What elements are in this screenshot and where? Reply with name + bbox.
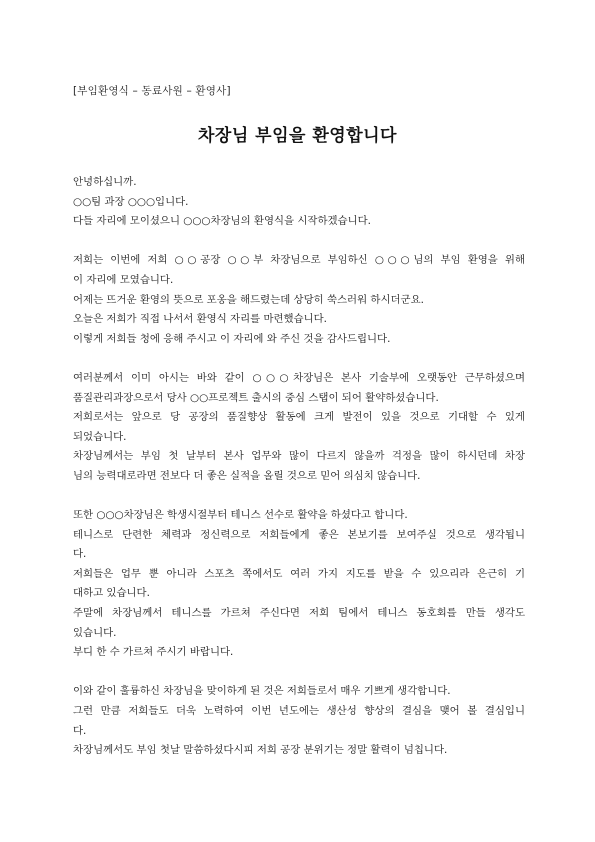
text-line: 다. — [73, 724, 87, 737]
text-line: 되었습니다. — [73, 430, 127, 443]
text-line: 저희로서는 앞으로 당 공장의 품질향상 활동에 크게 발전이 있을 것으로 기대할 수 있게 — [73, 411, 525, 424]
text-line: 품질관리과장으로서 당사 ○○프로젝트 출시의 중심 스탭이 되어 활약하셨습니다. — [73, 391, 439, 404]
paragraph-spacer — [73, 487, 525, 507]
text-line: 또한 ○○○차장님은 학생시절부터 테니스 선수로 활약을 하셨다고 합니다. — [73, 509, 408, 522]
text-line: 이와 같이 훌륭하신 차장님을 맞이하게 된 것은 저희들로서 매우 기쁘게 생각합니다. — [73, 685, 451, 698]
document-body — [73, 173, 525, 761]
paragraph — [73, 506, 525, 663]
text-line: 이렇게 저희들 청에 응해 주시고 이 자리에 와 주신 것을 감사드립니다. — [73, 332, 391, 345]
paragraph-spacer — [73, 232, 525, 252]
text-line: 차장님께서도 부임 첫날 말씀하셨다시피 저희 공장 분위기는 정말 활력이 넘칩니다. — [73, 744, 448, 757]
text-line: 님의 능력대로라면 전보다 더 좋은 실적을 올릴 것으로 믿어 의심치 않습니다. — [73, 469, 421, 482]
text-line: 그런 만큼 저희들도 더욱 노력하여 이번 년도에는 생산성 향상의 결심을 맺어 볼 결심입니 — [73, 705, 525, 718]
document-title: 차장님 부임을 환영합니다 — [198, 126, 397, 146]
text-line: 부디 한 수 가르쳐 주시기 바랍니다. — [73, 646, 234, 659]
text-line: 저희는 이번에 저희 ○○공장 ○○부 차장님으로 부임하신 ○○○님의 부임 환영을 위해 — [73, 254, 525, 267]
paragraph — [73, 251, 525, 349]
text-line: 여러분께서 이미 아시는 바와 같이 ○○○차장님은 본사 기술부에 오랫동안 근무하셨으며 — [73, 371, 525, 384]
text-line: ○○팀 과장 ○○○입니다. — [73, 195, 189, 208]
paragraph — [73, 369, 525, 487]
paragraph-spacer — [73, 349, 525, 369]
text-line: 저희들은 업무 뿐 아니라 스포츠 쪽에서도 여러 가지 지도를 받을 수 있으리라 은근히 기 — [73, 567, 525, 580]
text-line: 안녕하십니까. — [73, 176, 137, 188]
text-line: 주말에 차장님께서 테니스를 가르쳐 주신다면 저희 팀에서 테니스 동호회를 만들 생각도 — [73, 607, 525, 620]
text-line: 다. — [73, 548, 87, 561]
text-line: 차장님께서는 부임 첫 날부터 본사 업무와 많이 다르지 않을까 걱정을 많이 하시던데 차장 — [73, 450, 525, 463]
text-line: 이 자리에 모였습니다. — [73, 273, 174, 286]
text-line: 다들 자리에 모이셨으니 ○○○차장님의 환영식을 시작하겠습니다. — [73, 215, 371, 228]
document-category-tag: [부임환영식 – 동료사원 – 환영사] — [73, 85, 231, 97]
text-line: 대하고 있습니다. — [73, 587, 150, 600]
text-line: 오늘은 저희가 직접 나서서 환영식 자리를 마련했습니다. — [73, 313, 327, 326]
text-line: 테니스로 단련한 체력과 정신력으로 저희들에게 좋은 본보기를 보여주실 것으로 생각됩니 — [73, 528, 525, 541]
text-line: 있습니다. — [73, 626, 117, 639]
paragraph-spacer — [73, 663, 525, 683]
text-line: 어제는 뜨거운 환영의 뜻으로 포옹을 해드렸는데 상당히 쑥스러워 하시더군요. — [73, 293, 424, 306]
paragraph — [73, 682, 525, 760]
paragraph — [73, 173, 525, 232]
